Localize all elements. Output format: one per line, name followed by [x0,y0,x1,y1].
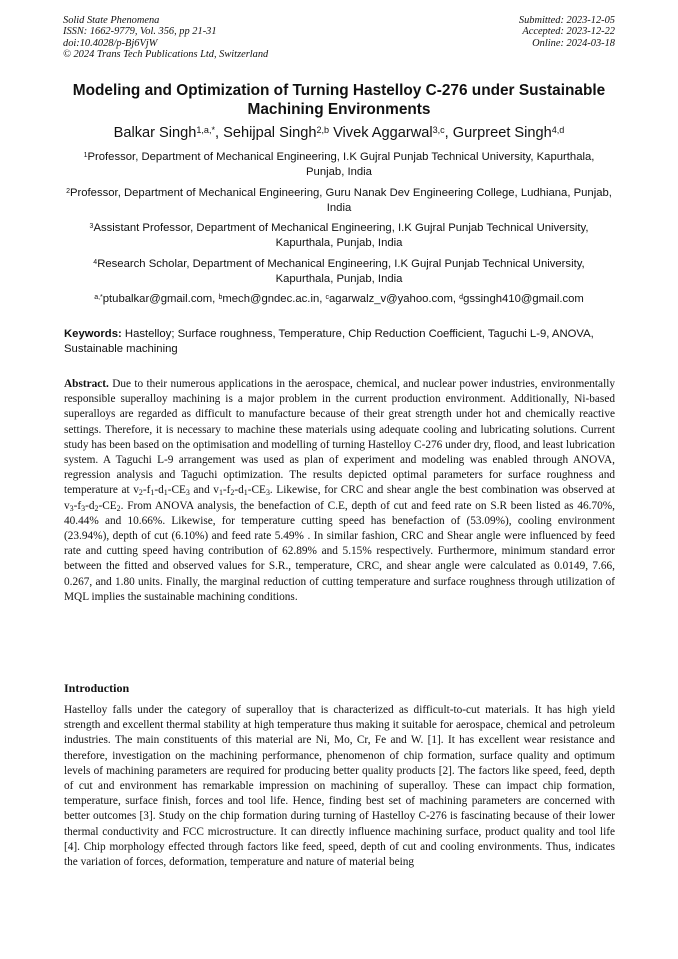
accepted-date: Accepted: 2023-12-22 [522,26,615,38]
journal-name: Solid State Phenomena [63,15,160,26]
online-date: Online: 2024-03-18 [532,37,615,49]
paper-title: Modeling and Optimization of Turning Hastelloy C-276 under Sustainable Machining Environments [72,82,606,118]
journal-info [63,15,268,61]
doi-line[interactable]: doi:10.4028/p-Bj6VjW [63,37,158,49]
author-name: Vivek Aggarwal [333,125,433,141]
submitted-date: Submitted: 2023-12-05 [518,15,615,26]
email-link[interactable]: mech@gndec.ac.in [222,293,320,305]
abstract-label: Abstract. [64,378,109,390]
abstract: Abstract. Due to their numerous applications in the aerospace, chemical, and nuclear power industries, environmentally responsible superalloy machining is a major problem in the current production environment. Additionally, Ni-based superalloys are regarded as difficult to manufacture because of their great strength under hot and chemically reactive settings. Therefore, it is necessary to machine these materials using adequate cooling and lubricating solutions. Current study has been based on the optimisation and modelling of turning Hastelloy C-276 under dry, flood, and least lubrication system. A Taguchi L-9 arrangement was used as plan of experiment and modeling was enabled through ANOVA, regression analysis and Taguchi optimization. The results depicted optimal parameters for surface roughness and temperature at $v_2-f_1-d_1-CE_3$ and $v_1-f_2-d_1-CE_3$. Likewise, for CRC and shear angle the best combination was observed at $v_3-f_3-d_2-CE_2$. From ANOVA analysis, the benefaction of C.E, depth of cut and feed rate on S.R been listed as 46.70%, 40.44% and 10.66%. Likewise, for temperature cutting speed has benefaction of (53.09%), cooling environment (23.94%), depth of cut (6.10%) and feed rate 5.49% . In similar fashion, CRC and Shear angle were influenced by feed rate and cutting speed having contribution of 62.89% and 5.15% respectively. Furthermore, minimum standard error between the fitted and observed values for S.R., temperature, CRC, and shear angle were calculated as 0.0149, 7.66, 0.267, and 1.80 units. Finally, the marginal reduction of cutting temperature and surface roughness through utilization of MQL implies the sustainable machining conditions. [64,378,616,603]
param-combination: $v_1-f_2-d_1-CE_3$ [213,484,270,498]
param-combination: $v_2-f_1-d_1-CE_3$ [133,484,190,498]
affiliation-4: $^4$Research Scholar, Department of Mechanical Engineering, I.K Gujral Punjab Technical University, Kapurthala, Punjab, India [93,258,585,285]
author-name: Balkar Singh [113,125,197,141]
keywords-text: Hastelloy; Surface roughness, Temperature, Chip Reduction Coefficient, Taguchi L-9, ANOVA, Sustainable machining [64,328,594,356]
issn-line: ISSN: 1662-9779, Vol. 356, pp 21-31 [63,26,217,38]
keywords-label: Keywords: [64,328,122,340]
email-link[interactable]: agarwalz_v@yahoo.com [329,293,453,305]
author-affiliation-mark: 1,a,* [196,124,216,135]
author-affiliation-mark: 2,b [316,124,330,135]
introduction-text: Hastelloy falls under the category of superalloy that is characterized as difficult-to-cut materials. It has high yield strength and excellent thermal stability at high temperature thus making it suitable for aerospace, chemical and petroleum industries. The main constituents of this material are Ni, Mo, Cr, Fe and W. [1]. It has excellent wear resistance and therefore, investigation on the machining performance, phenomenon of chip formation, surface quality and optimum levels of machining parameters are required for producing better quality products [2]. The factors like speed, feed, depth of cut and environment has remarkable impression on machining of superalloy. These can impact chip formation, temperature, surface finish, forces and tool life. Hence, finding best set of machining parameters are concerned with better outcomes [3]. Study on the chip formation during turning of Hastelloy C-276 is fascinating because of their lower thermal conductivity and FCC microstructure. It can directly influence machining surface, product quality and tool life [4]. Chip morphology effected through factors like feed, speed, depth of cut and cooling environments. Thus, indicates the variation of forces, deformation, temperature and nature of material being [64,704,615,869]
author-affiliation-mark: 3,c [432,124,445,135]
affiliation-2: $^2$Professor, Department of Mechanical Engineering, Guru Nanak Dev Engineering College, Ludhiana, Punjab, India [66,187,612,214]
author-name: Gurpreet Singh [452,125,552,141]
submission-dates [519,15,615,49]
copyright-line: © 2024 Trans Tech Publications Ltd, Switzerland [63,49,269,61]
email-link[interactable]: gssingh410@gmail.com [463,293,584,305]
author-list: Balkar Singh$^{1,a,*}$, Sehijpal Singh$^{2,b}$ Vivek Aggarwal$^{3,c}$, Gurpreet Singh$^{4,d}$ [113,124,565,141]
email-list: $^{a,*}$ptubalkar@gmail.com, $^b$mech@gndec.ac.in, $^c$agarwalz_v@yahoo.com, $^d$gssingh410@gmail.com [94,293,584,305]
email-link[interactable]: ptubalkar@gmail.com [102,293,213,305]
affiliation-3: $^3$Assistant Professor, Department of Mechanical Engineering, I.K Gujral Punjab Technical University, Kapurthala, Punjab, India [89,222,589,249]
author-affiliation-mark: 4,d [551,124,565,135]
affiliation-1: $^1$Professor, Department of Mechanical Engineering, I.K Gujral Punjab Technical University, Kapurthala, Punjab, India [83,151,595,178]
author-name: Sehijpal Singh [223,125,317,141]
section-heading: Introduction [64,681,130,695]
keywords [64,327,616,357]
param-combination: $v_3-f_3-d_2-CE_2$ [64,499,121,513]
